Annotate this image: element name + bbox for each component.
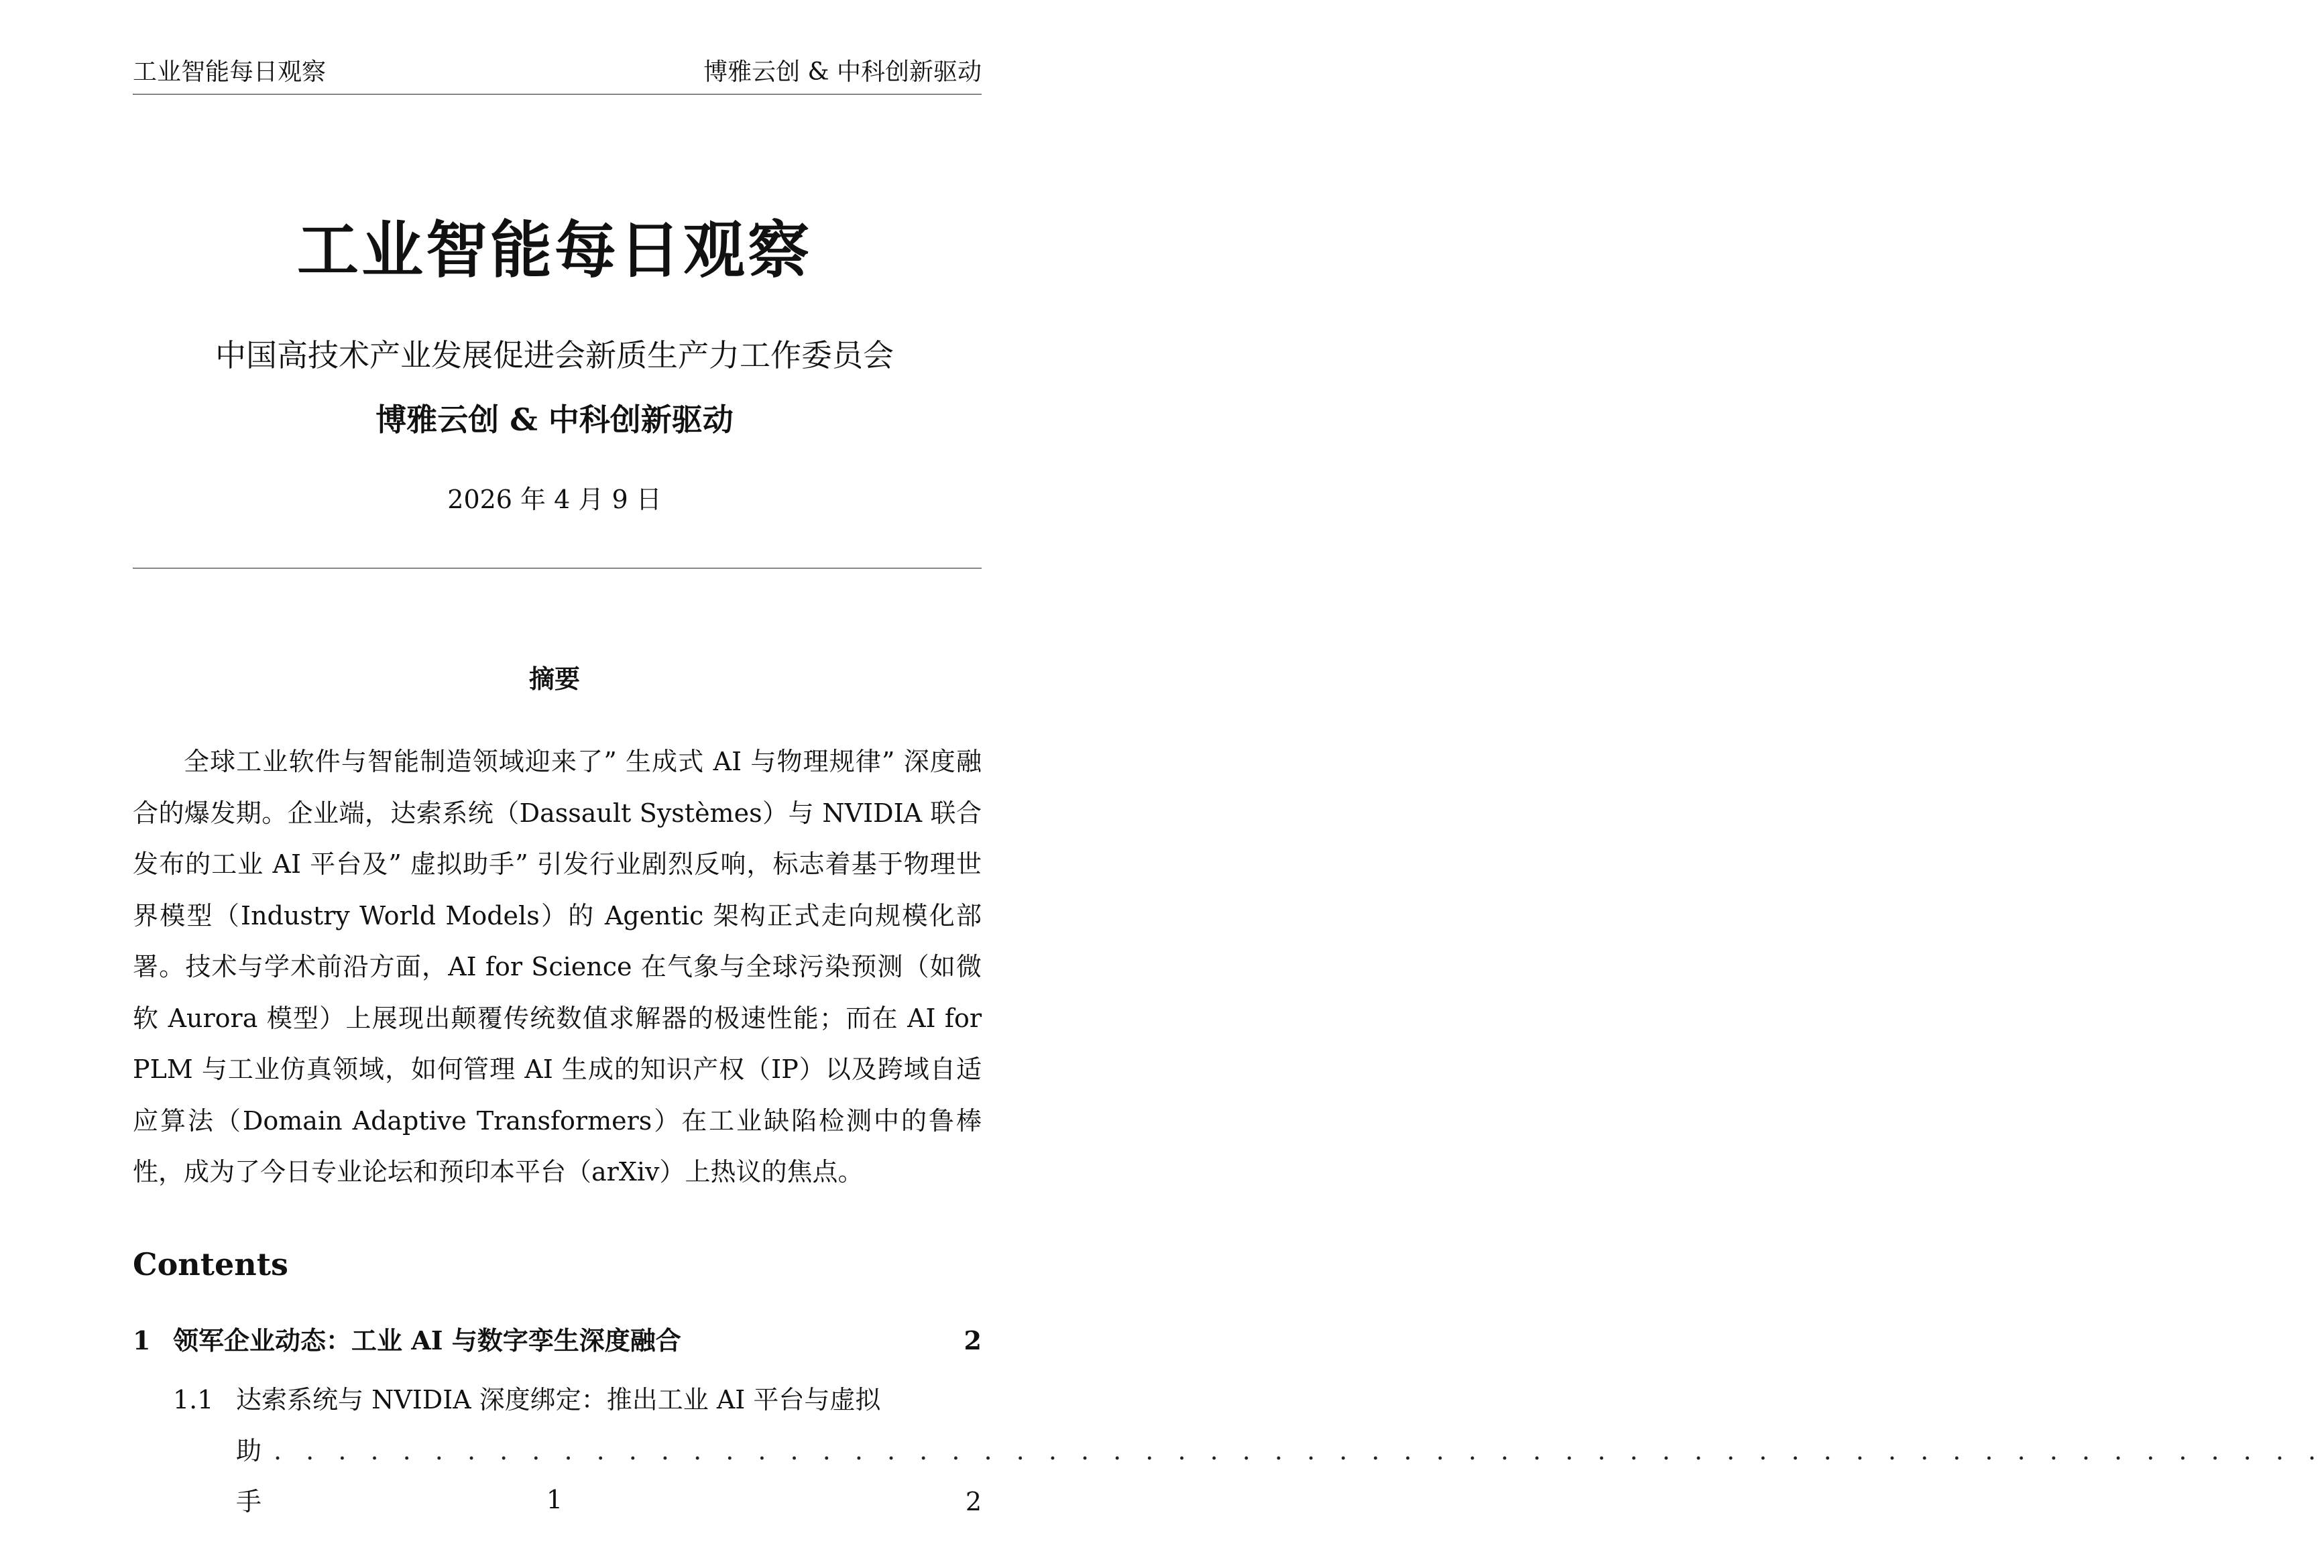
toc-leader-dots: . . . . . . . . . . . . . . . . . . . . . . . . . . . . . . . . . . . . . . . . . . . . . . . . . . . . . . . . . . . . . . . .: [274, 1436, 2324, 1465]
header-right-authors: 博雅云创 & 中科创新驱动: [703, 58, 982, 86]
running-header: [133, 58, 982, 95]
page-number: 1: [546, 1485, 563, 1514]
abstract-heading: 摘要: [528, 664, 580, 694]
contents-heading: Contents: [133, 1246, 288, 1282]
abstract-body: 全球工业软件与智能制造领域迎来了” 生成式 AI 与物理规律” 深度融合的爆发期。企业端，达索系统（Dassault Systèmes）与 NVIDIA 联合发布的工业 AI 平台及” 虚拟助手” 引发行业剧烈反响，标志着基于物理世界模型（Industry World Models）的 Agentic 架构正式走向规模化部署。技术与学术前沿方面，AI for Science 在气象与全球污染预测（如微软 Aurora 模型）上展现出颠覆传统数值求解器的极速性能；而在 AI for PLM 与工业仿真领域，如何管理 AI 生成的知识产权（IP）以及跨域自适应算法（Domain Adaptive Transformers）在工业缺陷检测中的鲁棒性，成为了今日专业论坛和预印本平台（arXiv）上热议的焦点。: [133, 747, 982, 1187]
toc-section-1[interactable]: [133, 1322, 982, 1360]
toc-subsection-title-line2[interactable]: 助手: [236, 1436, 262, 1516]
toc-section-page: 2: [964, 1325, 982, 1355]
document-authors: 博雅云创 & 中科创新驱动: [375, 402, 734, 438]
toc-subsection-title-line1[interactable]: 达索系统与 NVIDIA 深度绑定：推出工业 AI 平台与虚拟: [236, 1385, 881, 1414]
document-subtitle: 中国高技术产业发展促进会新质生产力工作委员会: [215, 337, 894, 373]
header-left-title: 工业智能每日观察: [133, 58, 327, 86]
document-title: 工业智能每日观察: [296, 214, 812, 286]
toc-subsection-page: 2: [965, 1487, 982, 1516]
document-date: 2026 年 4 月 9 日: [447, 485, 662, 514]
toc-section-title[interactable]: 领军企业动态：工业 AI 与数字孪生深度融合: [173, 1325, 681, 1355]
toc-section-number: 1: [133, 1325, 151, 1355]
toc-subsection-number: 1.1: [173, 1385, 214, 1414]
